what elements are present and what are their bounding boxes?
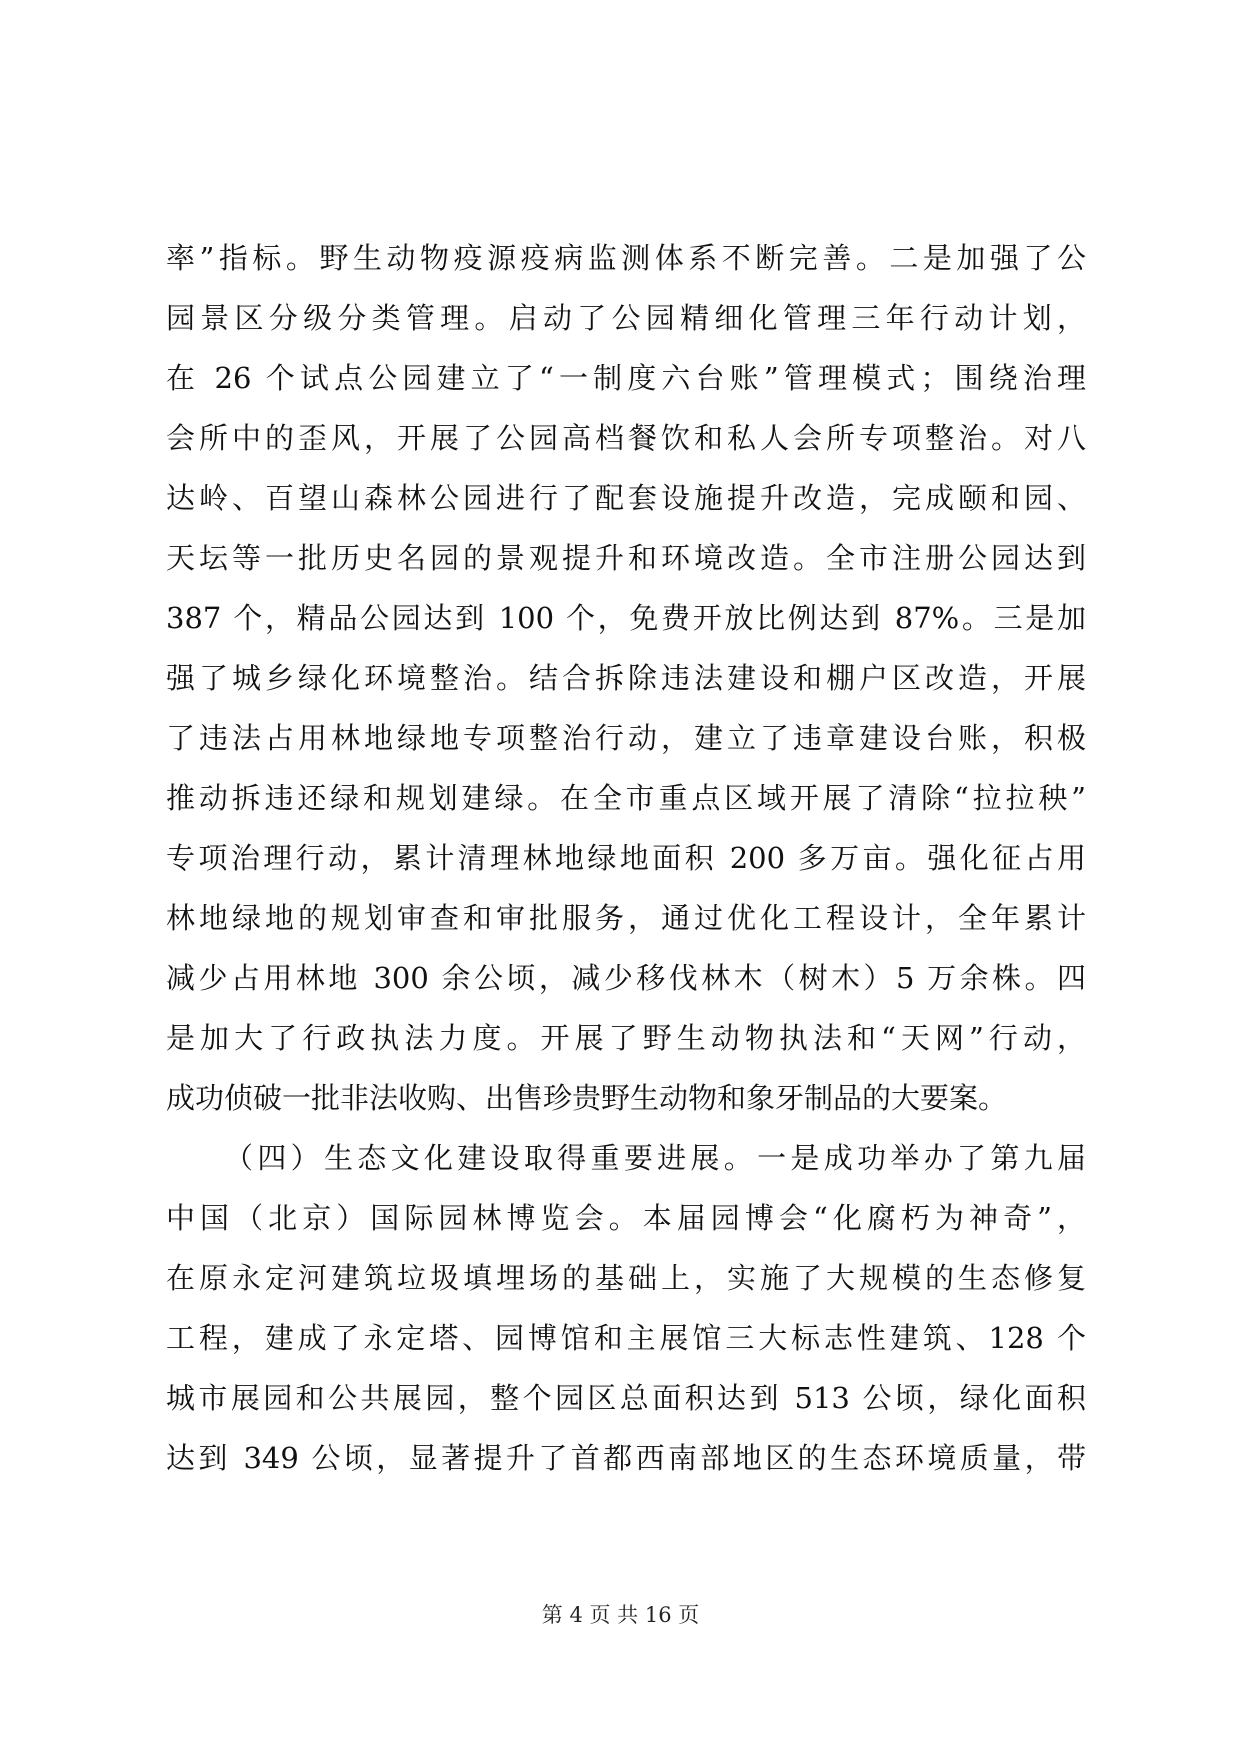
text-line: 工程，建成了永定塔、园博馆和主展馆三大标志性建筑、128 个 — [166, 1321, 1086, 1355]
text-line: 在 26 个试点公园建立了“一制度六台账”管理模式；围绕治理 — [166, 361, 1086, 395]
text-line: 达到 349 公顷，显著提升了首都西南部地区的生态环境质量，带 — [166, 1441, 1086, 1475]
text-line: 成功侦破一批非法收购、出售珍贵野生动物和象牙制品的大要案。 — [166, 1081, 1008, 1115]
section-heading-line: （四）生态文化建设取得重要进展。一是成功举办了第九届 — [224, 1141, 1086, 1175]
text-line: 会所中的歪风，开展了公园高档餐饮和私人会所专项整治。对八 — [166, 421, 1086, 455]
text-line: 强了城乡绿化环境整治。结合拆除违法建设和棚户区改造，开展 — [166, 661, 1086, 695]
text-line: 专项治理行动，累计清理林地绿地面积 200 多万亩。强化征占用 — [166, 841, 1086, 875]
document-body — [166, 228, 1086, 1488]
text-line: 园景区分级分类管理。启动了公园精细化管理三年行动计划， — [166, 301, 1086, 335]
text-line: 城市展园和公共展园，整个园区总面积达到 513 公顷，绿化面积 — [166, 1381, 1086, 1415]
text-line: 中国（北京）国际园林博览会。本届园博会“化腐朽为神奇”， — [166, 1201, 1086, 1235]
page-number-footer: 第 4 页 共 16 页 — [541, 1603, 700, 1627]
text-line: 387 个，精品公园达到 100 个，免费开放比例达到 87%。三是加 — [166, 601, 1086, 635]
text-line: 是加大了行政执法力度。开展了野生动物执法和“天网”行动， — [166, 1021, 1086, 1055]
text-line: 推动拆违还绿和规划建绿。在全市重点区域开展了清除“拉拉秧” — [166, 781, 1086, 815]
text-line: 减少占用林地 300 余公顷，减少移伐林木（树木）5 万余株。四 — [166, 961, 1086, 995]
text-line: 在原永定河建筑垃圾填埋场的基础上，实施了大规模的生态修复 — [166, 1261, 1086, 1295]
text-line: 林地绿地的规划审查和审批服务，通过优化工程设计，全年累计 — [166, 901, 1086, 935]
text-line: 率”指标。野生动物疫源疫病监测体系不断完善。二是加强了公 — [166, 241, 1086, 275]
text-line: 了违法占用林地绿地专项整治行动，建立了违章建设台账，积极 — [166, 721, 1086, 755]
text-line: 天坛等一批历史名园的景观提升和环境改造。全市注册公园达到 — [166, 541, 1086, 575]
text-line: 达岭、百望山森林公园进行了配套设施提升改造，完成颐和园、 — [166, 481, 1086, 515]
